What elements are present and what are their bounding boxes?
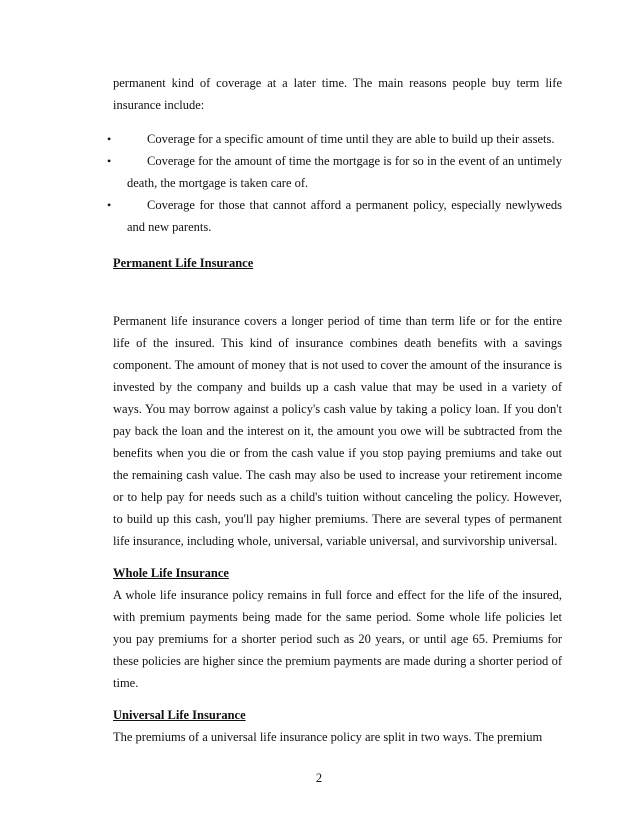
permanent-life-heading: Permanent Life Insurance <box>113 256 254 270</box>
bullet-icon: • <box>107 132 112 146</box>
reasons-list <box>107 128 562 238</box>
section-spacer <box>113 274 562 310</box>
page-number: 2 <box>315 771 323 785</box>
list-item-text: Coverage for the amount of time the mortgage is for so in the event of an untimely death, the mortgage is taken care of. <box>127 154 562 190</box>
universal-life-heading: Universal Life Insurance <box>113 708 246 722</box>
intro-paragraph: permanent kind of coverage at a later time. The main reasons people buy term life insurance include: <box>113 76 562 112</box>
bullet-icon: • <box>107 198 112 212</box>
page-content <box>107 72 562 748</box>
list-item <box>107 194 562 238</box>
whole-life-paragraph: A whole life insurance policy remains in full force and effect for the life of the insured, with premium payments being made for the same period. Some whole life policies let you pay premiums for a shorter period such as 20 years, or until age 65. Premiums for these policies are higher since the premium payments are made during a shorter period of time. <box>113 588 562 690</box>
whole-life-heading: Whole Life Insurance <box>113 566 229 580</box>
list-item-text: Coverage for a specific amount of time until they are able to build up their assets. <box>147 132 555 146</box>
list-item <box>107 150 562 194</box>
bullet-icon: • <box>107 154 112 168</box>
list-item <box>107 128 562 150</box>
permanent-life-paragraph: Permanent life insurance covers a longer period of time than term life or for the entire life of the insured. This kind of insurance combines death benefits with a savings component. The amount of money that is not used to cover the amount of the insurance is invested by the company and builds up a cash value that may be used in a variety of ways. You may borrow against a policy's cash value by taking a policy loan. If you don't pay back the loan and the interest on it, the amount you owe will be subtracted from the benefits when you die or from the cash value if you stop paying premiums and take out the remaining cash value. The cash may also be used to increase your retirement income or to help pay for needs such as a child's tuition without canceling the policy. However, to build up this cash, you'll pay higher premiums. There are several types of permanent life insurance, including whole, universal, variable universal, and survivorship universal. <box>113 314 562 548</box>
universal-life-paragraph: The premiums of a universal life insurance policy are split in two ways. The premium <box>113 730 543 744</box>
list-item-text: Coverage for those that cannot afford a permanent policy, especially newlyweds and new parents. <box>127 198 562 234</box>
